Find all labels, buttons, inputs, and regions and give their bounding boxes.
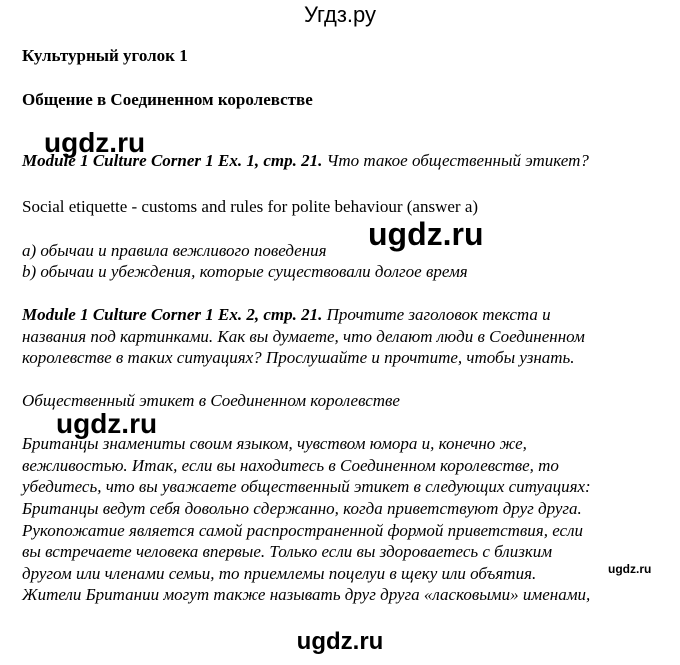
body-line-5: Рукопожатие является самой распространенной формой приветствия, если [22, 521, 583, 540]
body-line-3: убедитесь, что вы уважаете общественный этикет в следующих ситуациях: [22, 477, 591, 496]
body-line-8: Жители Британии могут также называть друг друга «ласковыми» именами, [22, 585, 591, 604]
watermark-2: ugdz.ru [368, 216, 484, 252]
ex1-option-b: b) обычаи и убеждения, которые существовали долгое время [22, 262, 468, 281]
ex1-option-a: a) обычаи и правила вежливого поведения [22, 241, 327, 260]
body-line-7: другом или членами семьи, то приемлемы поцелуи в щеку или объятия. [22, 564, 537, 583]
body-line-2: вежливостью. Итак, если вы находитесь в Соединенном королевстве, то [22, 456, 559, 475]
heading-communication: Общение в Соединенном королевстве [22, 90, 313, 109]
ex1-question: Что такое общественный этикет? [322, 151, 589, 170]
ex2-line-3: королевстве в таких ситуациях? Прослушайте и прочтите, чтобы узнать. [22, 348, 575, 367]
ex2-text-1: Прочтите заголовок текста и [322, 305, 551, 324]
heading-culture-corner: Культурный уголок 1 [22, 46, 188, 65]
body-line-6: вы встречаете человека впервые. Только если вы здороваетесь с близким [22, 542, 553, 561]
site-title: Угдз.ру [303, 2, 377, 27]
ex1-answer: Social etiquette - customs and rules for polite behaviour (answer a) [22, 197, 479, 216]
body-line-4: Британцы ведут себя довольно сдержанно, когда приветствуют друг друга. [22, 499, 582, 518]
watermark-bottom: ugdz.ru [296, 628, 384, 655]
ex1-ref: Module 1 Culture Corner 1 Ex. 1, стр. 21. [22, 151, 323, 170]
ex2-line-2: названия под картинками. Как вы думаете, что делают люди в Соединенном [22, 327, 585, 346]
watermark-3: ugdz.ru [56, 408, 158, 439]
watermark-4: ugdz.ru [608, 562, 652, 576]
watermark-1: ugdz.ru [44, 127, 146, 158]
text-title: Общественный этикет в Соединенном королевстве [22, 391, 400, 410]
body-line-1: Британцы знамениты своим языком, чувством юмора и, конечно же, [22, 434, 527, 453]
ex2-ref: Module 1 Culture Corner 1 Ex. 2, стр. 21. [22, 305, 323, 324]
ex1-line [22, 150, 589, 172]
ex2-line-1 [22, 304, 551, 326]
